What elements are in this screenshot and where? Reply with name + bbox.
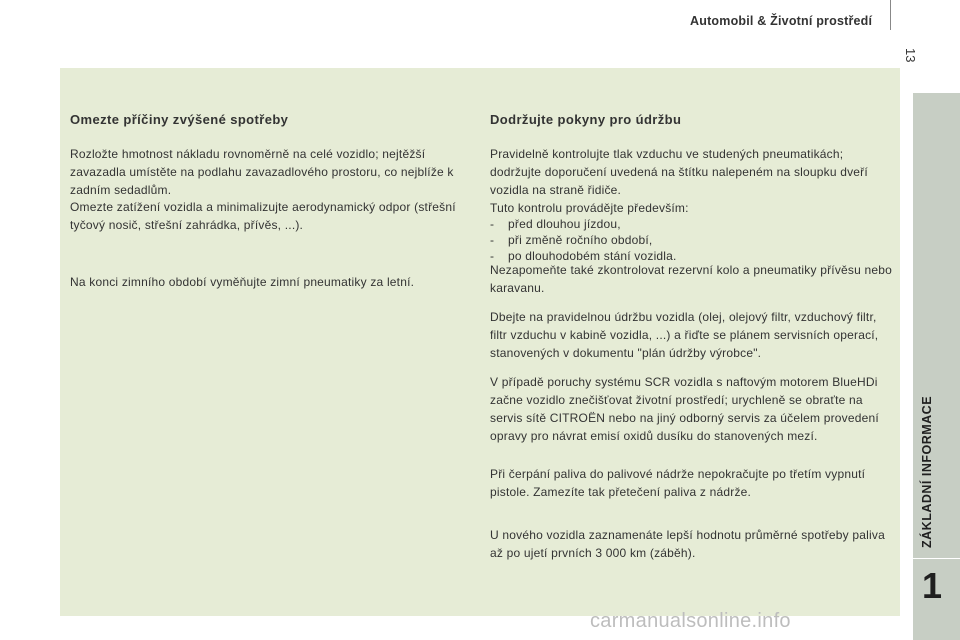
list-item — [490, 216, 677, 232]
right-paragraph: U nového vozidla zaznamenáte lepší hodnotu průměrné spotřeby paliva až po ujetí prvních 3 000 km (záběh). — [490, 528, 885, 560]
list-item — [490, 232, 677, 248]
check-list — [490, 216, 677, 264]
list-item-text: po dlouhodobém stání vozidla. — [508, 249, 677, 263]
right-paragraph: Dbejte na pravidelnou údržbu vozidla (olej, olejový filtr, vzduchový filtr, filtr vzduchu v kabině vozidla, ...) a řiďte se plánem servisních operací, stanovených v dokumentu "plán údržby výrobce". — [490, 310, 879, 360]
side-tab-label: ZÁKLADNÍ INFORMACE — [920, 395, 934, 548]
right-paragraph: Tuto kontrolu provádějte především: — [490, 201, 689, 215]
page-number: 13 — [903, 48, 918, 63]
list-item-text: před dlouhou jízdou, — [508, 217, 621, 231]
side-tab-divider — [913, 558, 960, 559]
header-title: Automobil & Životní prostředí — [690, 14, 873, 28]
left-paragraph: Omezte zatížení vozidla a minimalizujte aerodynamický odpor (střešní tyčový nosič, střešní zahrádka, přívěs, ...). — [70, 200, 456, 232]
chapter-number: 1 — [922, 565, 943, 606]
left-heading: Omezte příčiny zvýšené spotřeby — [70, 112, 289, 127]
list-marker: - — [490, 217, 495, 231]
content-panel — [60, 68, 900, 616]
right-paragraph: Nezapomeňte také zkontrolovat rezervní kolo a pneumatiky přívěsu nebo karavanu. — [490, 263, 893, 295]
right-paragraph: Při čerpání paliva do palivové nádrže nepokračujte po třetím vypnutí pistole. Zamezíte tak přetečení paliva z nádrže. — [490, 467, 866, 499]
watermark: carmanualsonline.info — [590, 610, 791, 632]
list-marker: - — [490, 233, 495, 247]
left-paragraph: Rozložte hmotnost nákladu rovnoměrně na celé vozidlo; nejtěžší zavazadla umístěte na podlahu zavazadlového prostoru, co nejblíže k zadním sedadlům. — [70, 147, 454, 197]
right-paragraph: Pravidelně kontrolujte tlak vzduchu ve studených pneumatikách; dodržujte doporučení uvedená na štítku nalepeném na sloupku dveří vozidla na straně řidiče. — [490, 147, 868, 197]
header-divider — [890, 0, 891, 30]
list-item-text: při změně ročního období, — [508, 233, 653, 247]
left-paragraph: Na konci zimního období vyměňujte zimní pneumatiky za letní. — [70, 275, 415, 289]
right-paragraph: V případě poruchy systému SCR vozidla s naftovým motorem BlueHDi začne vozidlo znečišťovat životní prostředí; urychleně se obraťte na servis sítě CITROËN nebo na jiný odborný servis za účelem provedení opravy pro návrat emisí oxidů dusíku do stanovených mezí. — [490, 375, 879, 443]
list-marker: - — [490, 249, 495, 263]
right-heading: Dodržujte pokyny pro údržbu — [490, 112, 682, 127]
